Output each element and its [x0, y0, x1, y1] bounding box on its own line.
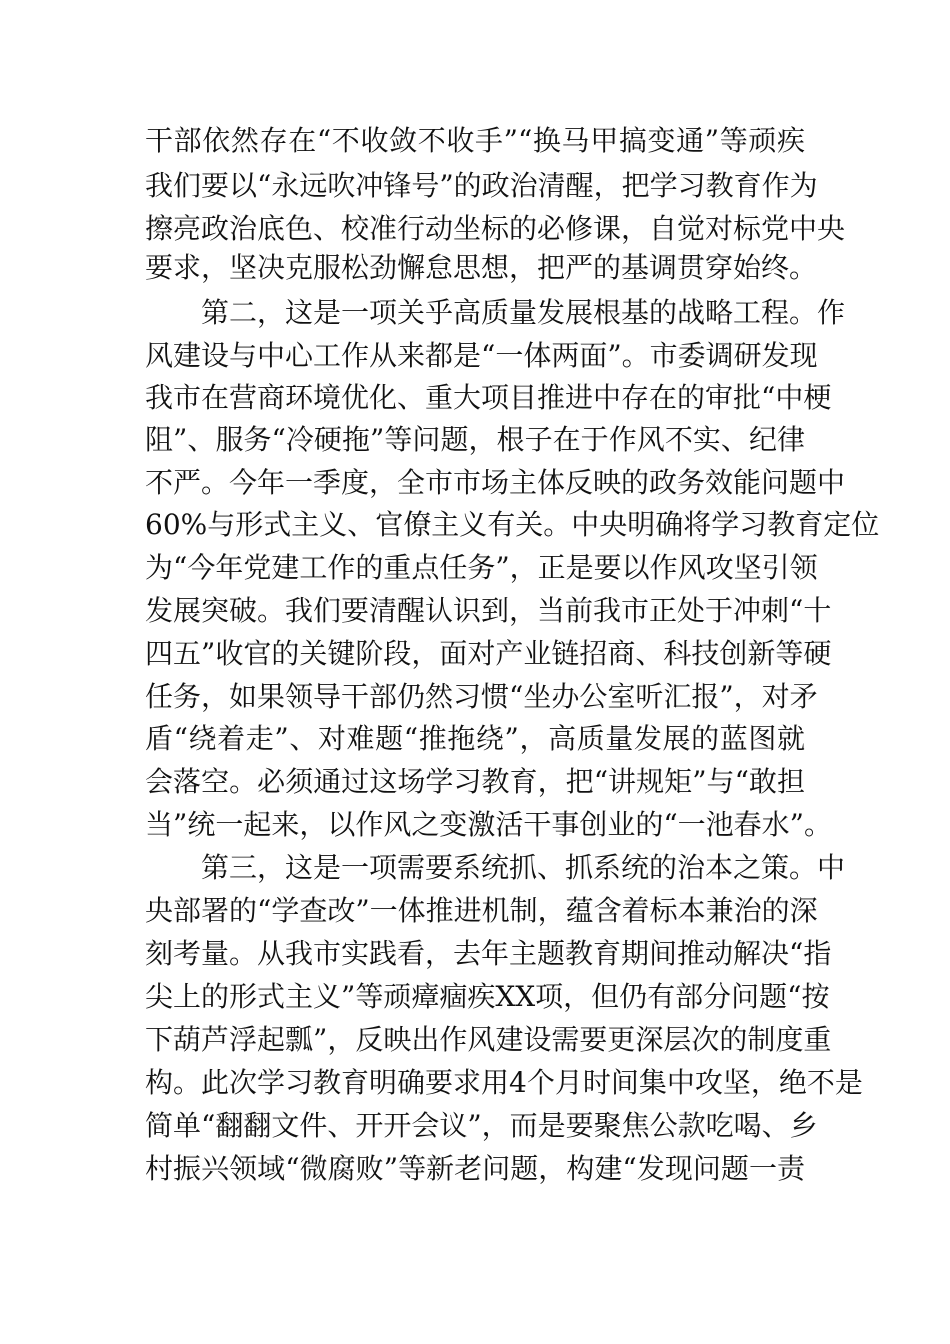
text-line: 风建设与中心工作从来都是“一体两面”。市委调研发现: [145, 339, 818, 372]
text-line: 不严。今年一季度，全市市场主体反映的政务效能问题中: [145, 466, 846, 499]
text-line: 下葫芦浮起瓢”，反映出作风建设需要更深层次的制度重: [145, 1023, 832, 1056]
text-line: 村振兴领域“微腐败”等新老问题，构建“发现问题一责: [145, 1152, 805, 1185]
text-line: 擦亮政治底色、校准行动坐标的必修课，自觉对标党中央: [145, 212, 846, 245]
text-line: 我市在营商环境优化、重大项目推进中存在的审批“中梗: [145, 381, 832, 414]
text-line: 我们要以“永远吹冲锋号”的政治清醒，把学习教育作为: [145, 169, 818, 202]
text-line: 发展突破。我们要清醒认识到，当前我市正处于冲刺“十: [145, 594, 832, 627]
text-line: 为“今年党建工作的重点任务”，正是要以作风攻坚引领: [145, 551, 818, 584]
paragraph-start-line: 第二，这是一项关乎高质量发展根基的战略工程。作: [201, 296, 846, 329]
text-line: 四五”收官的关键阶段，面对产业链招商、科技创新等硬: [145, 637, 832, 670]
text-line: 会落空。必须通过这场学习教育，把“讲规矩”与“敢担: [145, 765, 805, 798]
text-line: 任务，如果领导干部仍然习惯“坐办公室听汇报”，对矛: [145, 680, 818, 713]
text-line: 央部署的“学查改”一体推进机制，蕴含着标本兼治的深: [145, 894, 818, 927]
text-line: 刻考量。从我市实践看，去年主题教育期间推动解决“指: [145, 937, 832, 970]
paragraph-start-line: 第三，这是一项需要系统抓、抓系统的治本之策。中: [201, 851, 846, 884]
text-line: 简单“翻翻文件、开开会议”，而是要聚焦公款吃喝、乡: [145, 1109, 818, 1142]
text-line: 构。此次学习教育明确要求用4个月时间集中攻坚，绝不是: [145, 1066, 863, 1099]
text-line: 当”统一起来，以作风之变激活干事创业的“一池春水”。: [145, 808, 832, 841]
text-line: 阻”、服务“冷硬拖”等问题，根子在于作风不实、纪律: [145, 423, 805, 456]
text-line: 要求，坚决克服松劲懈怠思想，把严的基调贯穿始终。: [145, 251, 818, 284]
text-line: 尖上的形式主义”等顽瘴痼疾XX项，但仍有部分问题“按: [145, 980, 830, 1013]
text-line: 盾“绕着走”、对难题“推拖绕”，高质量发展的蓝图就: [145, 722, 805, 755]
text-line: 60%与形式主义、官僚主义有关。中央明确将学习教育定位: [145, 508, 880, 541]
text-line: 干部依然存在“不收敛不收手”“换马甲搞变通”等顽疾: [145, 124, 805, 157]
